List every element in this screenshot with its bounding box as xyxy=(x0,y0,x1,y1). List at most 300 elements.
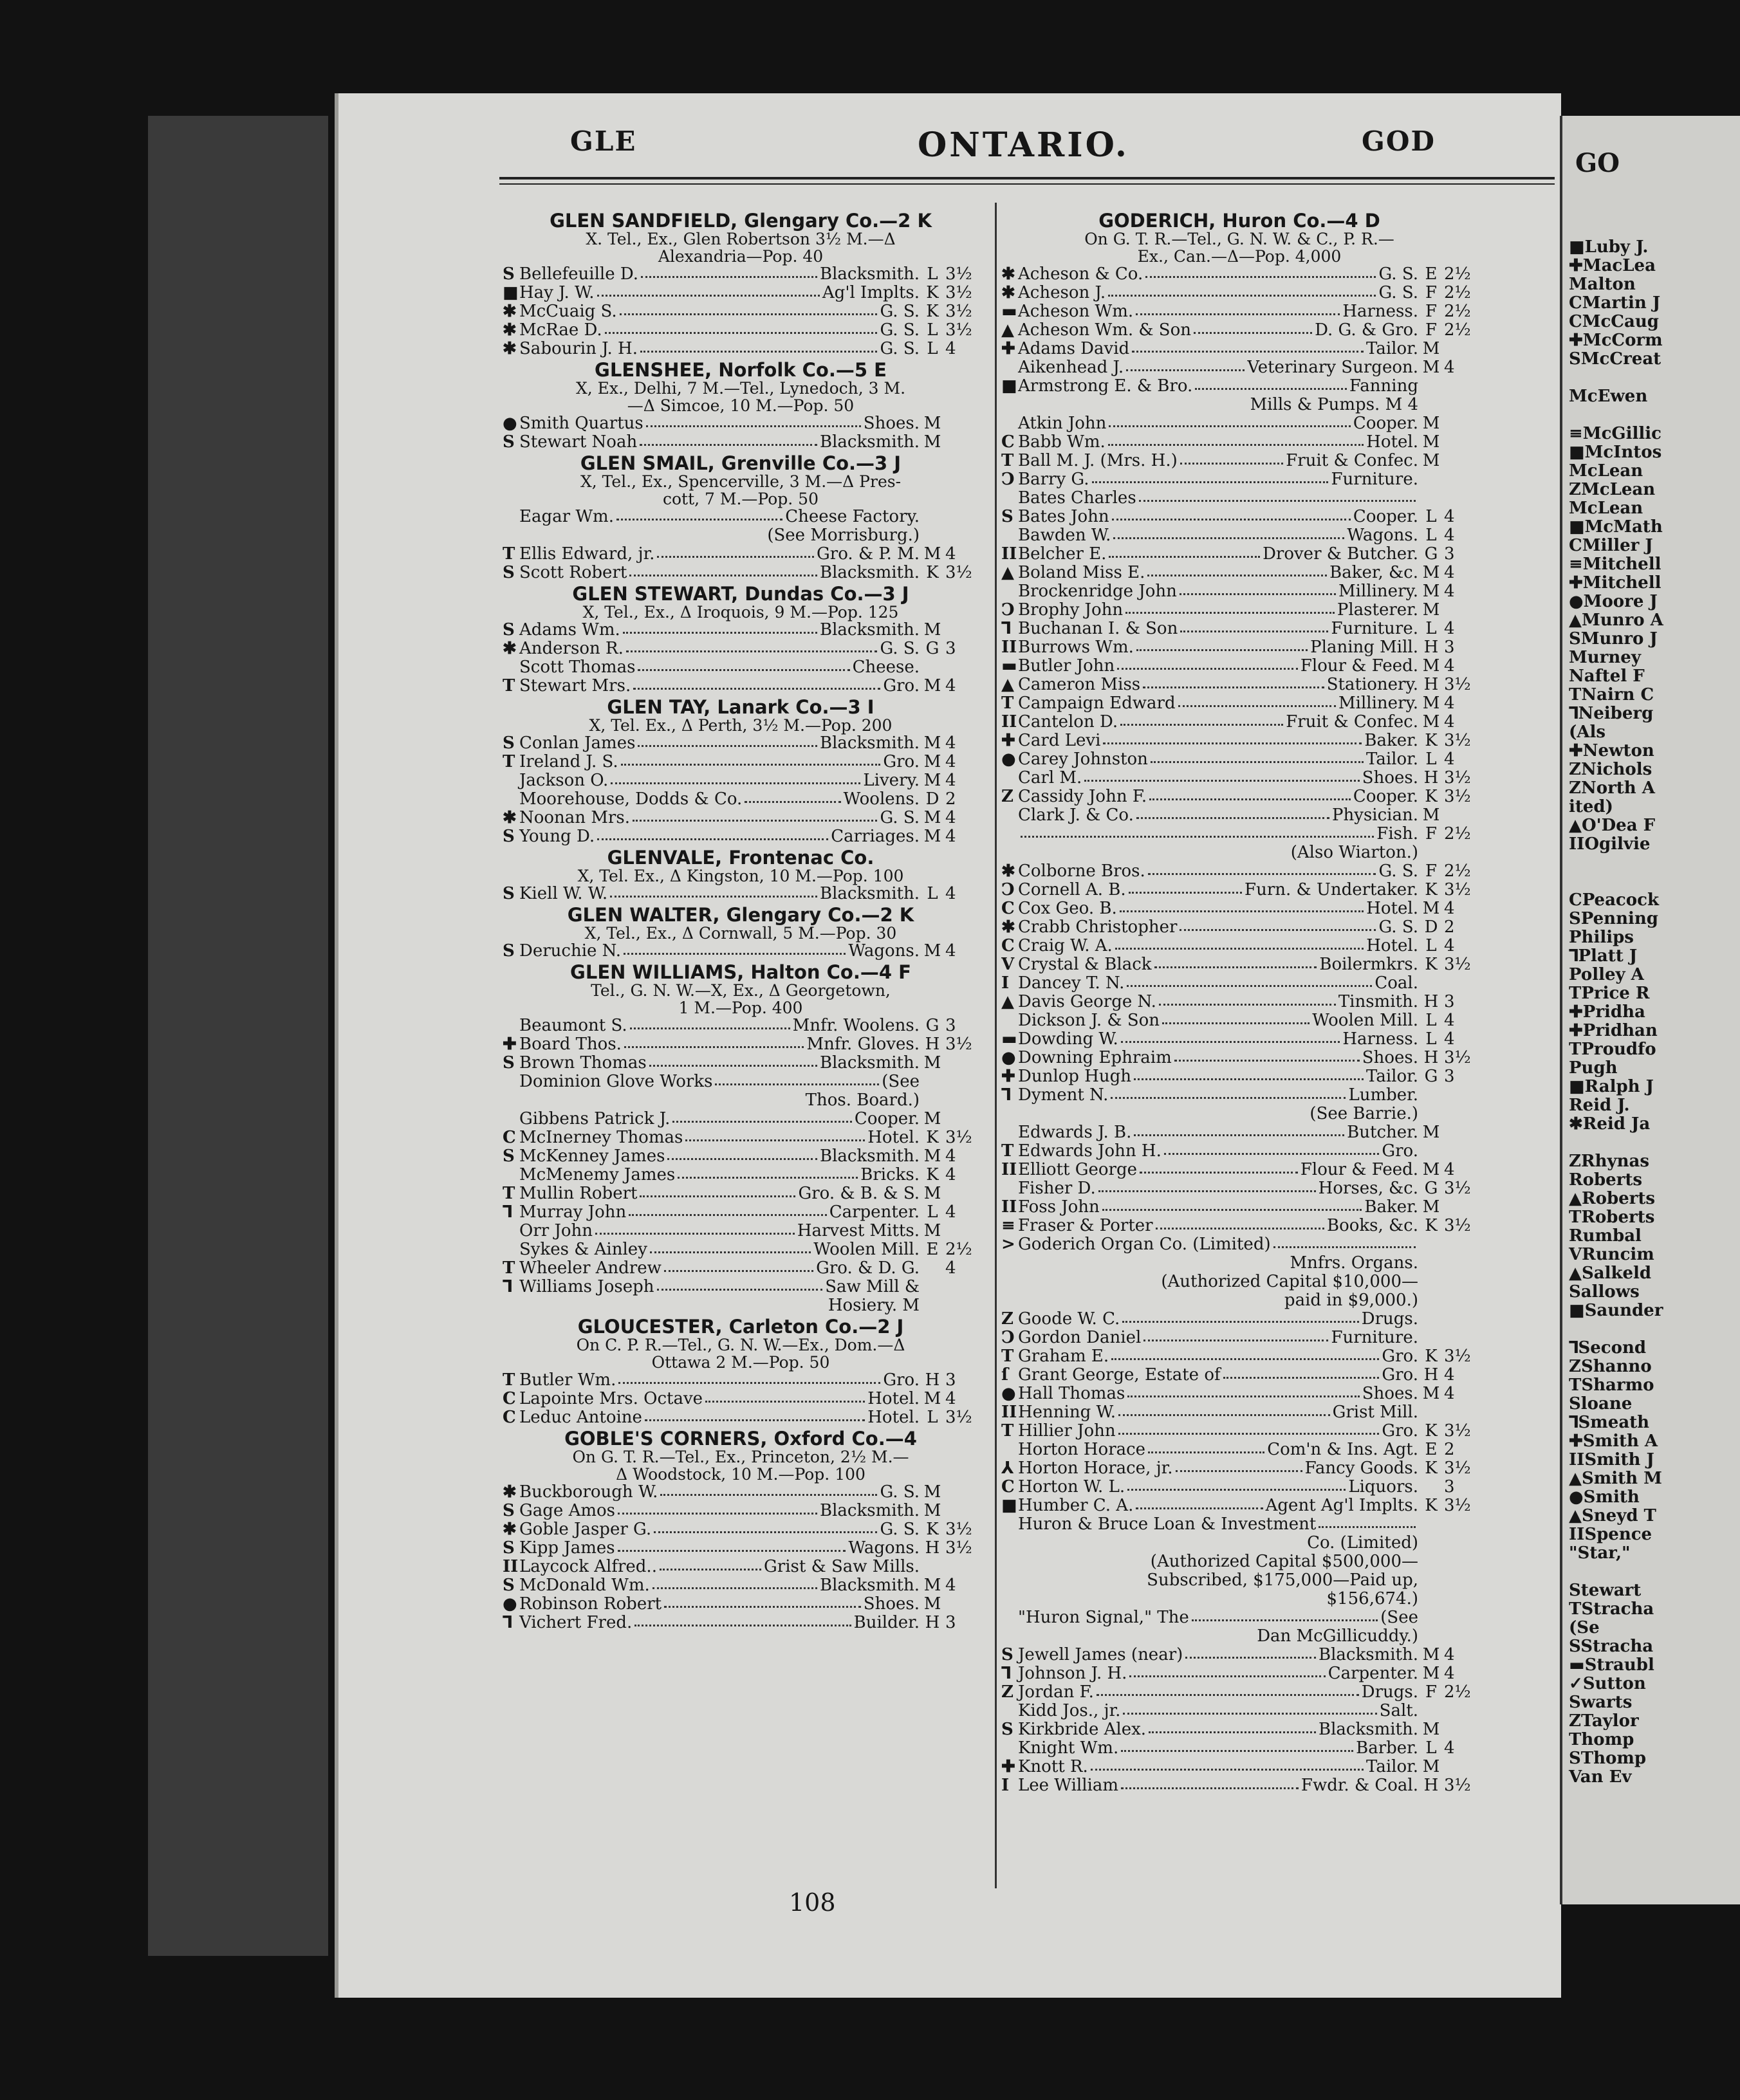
credit-rating: M xyxy=(923,1110,941,1128)
directory-page xyxy=(335,93,1561,1998)
listing-row xyxy=(1001,582,1477,601)
credit-rating xyxy=(1418,470,1444,489)
adjacent-page-line: Stewart xyxy=(1569,1581,1642,1600)
town-description: X, Tel., Ex., Δ Cornwall, 5 M.—Pop. 30 xyxy=(584,924,897,943)
leader-dots xyxy=(678,1166,858,1179)
listing-business: Blacksmith. xyxy=(819,621,920,640)
leader-dots xyxy=(1129,881,1242,894)
trade-symbol: S xyxy=(503,1502,515,1520)
adjacent-page-line: Roberts xyxy=(1569,1170,1643,1190)
adjacent-page-line: Philips xyxy=(1569,928,1634,947)
leader-dots xyxy=(1113,526,1344,539)
listing-business: Gro. xyxy=(883,677,920,695)
trade-symbol: ✱ xyxy=(503,321,517,340)
listing-name: Crabb Christopher xyxy=(1018,918,1178,937)
capital-rating: 4 xyxy=(1444,508,1455,526)
capital-rating: 3½ xyxy=(945,1035,972,1054)
capital-rating: 3½ xyxy=(1444,1459,1471,1478)
leader-dots xyxy=(1140,1161,1298,1174)
trade-symbol xyxy=(503,1222,519,1240)
credit-rating: M xyxy=(1422,1123,1440,1142)
listing-business: Drugs. xyxy=(1361,1683,1418,1702)
trade-symbol: ● xyxy=(503,414,517,433)
capital-rating xyxy=(1444,1720,1477,1739)
credit-rating: M xyxy=(1422,1161,1440,1179)
town-heading: GLENSHEE, Norfolk Co.—5 E xyxy=(595,359,887,381)
capital-rating xyxy=(1444,806,1477,825)
listing-name: Cameron Miss xyxy=(1018,676,1141,694)
leader-dots xyxy=(629,564,817,576)
listing-name: Leduc Antoine xyxy=(519,1408,642,1427)
listing-name: Gibbens Patrick J. xyxy=(519,1110,671,1128)
listing-name: Edwards John H. xyxy=(1018,1142,1162,1161)
listing-row xyxy=(1001,974,1477,993)
trade-symbol: ✱ xyxy=(503,1520,517,1539)
header-rule xyxy=(499,177,1555,180)
credit-rating xyxy=(1418,377,1444,396)
leader-dots xyxy=(595,1222,795,1235)
capital-rating: 3½ xyxy=(1444,676,1471,694)
adjacent-page-line: ✱Reid Ja xyxy=(1569,1114,1651,1134)
listing-name: Dickson J. & Son xyxy=(1018,1011,1160,1030)
capital-rating: 3 xyxy=(945,1017,956,1035)
adjacent-page-line: ■Ralph J xyxy=(1569,1077,1654,1096)
listing-name: Williams Joseph xyxy=(519,1278,654,1296)
running-head-left: GLE xyxy=(570,125,637,157)
leader-dots xyxy=(745,790,840,803)
trade-symbol: II xyxy=(1001,545,1017,564)
leader-dots xyxy=(664,1259,813,1272)
listing-name: Downing Ephraim xyxy=(1018,1049,1172,1067)
listing-row xyxy=(1001,1385,1477,1403)
listing-row xyxy=(503,827,979,846)
credit-rating: H xyxy=(925,1614,940,1632)
leader-dots xyxy=(1111,1347,1379,1360)
listing-business: Wagons. xyxy=(848,942,920,961)
adjacent-page-edge xyxy=(1560,116,1740,1904)
credit-rating: F xyxy=(1425,302,1438,321)
leader-dots xyxy=(630,1017,790,1029)
listing-business: G. S. xyxy=(1378,284,1418,302)
listing-name: Humber C. A. xyxy=(1018,1497,1134,1515)
trade-symbol: ⅂ xyxy=(503,1614,512,1632)
trade-symbol: C xyxy=(1001,433,1015,452)
listing-name: Sykes & Ainley xyxy=(519,1240,647,1259)
credit-rating xyxy=(920,1558,945,1576)
adjacent-page-line: ■McMath xyxy=(1569,517,1663,537)
listing-name: Ball M. J. (Mrs. H.) xyxy=(1018,452,1178,470)
listing-name: Graham E. xyxy=(1018,1347,1109,1366)
credit-rating: K xyxy=(926,1166,939,1184)
listing-name: Anderson R. xyxy=(519,640,624,658)
listing-row xyxy=(1001,1123,1477,1142)
adjacent-page-line: Naftel F xyxy=(1569,667,1645,686)
credit-rating: L xyxy=(1425,1011,1437,1030)
credit-rating: M xyxy=(1422,899,1440,918)
capital-rating: 4 xyxy=(945,771,956,790)
trade-symbol: S xyxy=(1001,1720,1013,1739)
listing-name: Brockenridge John xyxy=(1018,582,1177,601)
leader-dots xyxy=(1223,1366,1380,1379)
listing-row xyxy=(1001,676,1477,694)
listing-business: Tailor. xyxy=(1366,1067,1418,1086)
leader-dots xyxy=(1132,340,1364,353)
listing-row xyxy=(1001,1366,1477,1385)
town-heading: GLEN WILLIAMS, Halton Co.—4 F xyxy=(570,961,911,983)
leader-dots xyxy=(1127,974,1372,987)
listing-business: (See xyxy=(882,1073,920,1091)
trade-symbol: ✚ xyxy=(1001,732,1015,750)
entry-note: (Authorized Capital $500,000— xyxy=(1150,1552,1418,1571)
adjacent-page-line: Rumbal xyxy=(1569,1226,1642,1246)
leader-dots xyxy=(1143,1329,1328,1341)
adjacent-page-line xyxy=(1569,872,1663,891)
trade-symbol: T xyxy=(1001,452,1014,470)
credit-rating: H xyxy=(925,1539,940,1558)
leader-dots xyxy=(1102,1198,1362,1211)
capital-rating: 2 xyxy=(945,790,956,809)
adjacent-page-line: (Als xyxy=(1569,723,1606,742)
listing-name: Acheson J. xyxy=(1018,284,1106,302)
town-description: Ex., Can.—Δ—Pop. 4,000 xyxy=(1137,247,1342,266)
capital-rating: 3 xyxy=(1444,1478,1455,1497)
trade-symbol xyxy=(503,1073,519,1091)
leader-dots xyxy=(641,265,817,278)
capital-rating: 2 xyxy=(1444,918,1455,937)
capital-rating: 3½ xyxy=(1444,1179,1471,1198)
adjacent-page-line: McLean xyxy=(1569,499,1643,518)
adjacent-page-line: ✚McCorm xyxy=(1569,331,1663,350)
listing-business: Gro. xyxy=(1382,1366,1418,1385)
listing-row xyxy=(1001,321,1477,340)
listing-row xyxy=(1001,414,1477,433)
trade-symbol xyxy=(1001,1515,1018,1534)
leader-dots xyxy=(1127,1478,1346,1491)
trade-symbol: ≡ xyxy=(1001,1217,1015,1235)
credit-rating: H xyxy=(1423,993,1439,1011)
listing-name: Bawden W. xyxy=(1018,526,1111,545)
listing-business: Mnfr. Gloves. xyxy=(806,1035,920,1054)
leader-dots xyxy=(1136,638,1308,651)
listing-business: G. S. xyxy=(880,640,920,658)
listing-row xyxy=(1001,1739,1477,1758)
leader-dots xyxy=(1109,545,1260,558)
trade-symbol: S xyxy=(503,265,515,284)
credit-rating xyxy=(1418,1329,1444,1347)
leader-dots xyxy=(623,621,817,634)
trade-symbol: I xyxy=(1001,974,1010,993)
listing-row xyxy=(503,734,979,753)
capital-rating: 2½ xyxy=(1444,825,1471,843)
listing-business: Cooper. xyxy=(1353,788,1418,806)
town-heading: GLENVALE, Frontenac Co. xyxy=(607,847,875,869)
leader-dots xyxy=(1103,732,1362,744)
listing-row xyxy=(503,265,979,284)
leader-dots xyxy=(1091,1758,1364,1771)
credit-rating: K xyxy=(1425,1347,1438,1366)
leader-dots xyxy=(649,1054,817,1067)
listing-business: G. S. xyxy=(1378,918,1418,937)
credit-rating: M xyxy=(1422,1646,1440,1664)
capital-rating xyxy=(945,1278,979,1296)
capital-rating: 4 xyxy=(945,1203,956,1222)
leader-dots xyxy=(1120,899,1364,912)
adjacent-page-line: ⅂Neiberg xyxy=(1569,704,1654,723)
capital-rating: 3 xyxy=(945,1614,956,1632)
town-description: Ottawa 2 M.—Pop. 50 xyxy=(651,1353,830,1372)
adjacent-page-line: Pugh xyxy=(1569,1058,1618,1078)
listing-business: Gro. & B. & S. xyxy=(798,1184,920,1203)
listing-name: Dancey T. N. xyxy=(1018,974,1125,993)
trade-symbol: T xyxy=(503,753,515,771)
adjacent-page-line: ▲Sneyd T xyxy=(1569,1506,1656,1525)
listing-business: Stationery. xyxy=(1326,676,1418,694)
listing-row xyxy=(1001,377,1477,396)
capital-rating: 3½ xyxy=(1444,1347,1471,1366)
credit-rating: M xyxy=(923,827,941,846)
trade-symbol xyxy=(1001,1123,1018,1142)
listing-name: Hillier John xyxy=(1018,1422,1116,1441)
leader-dots xyxy=(1129,1664,1325,1677)
capital-rating: 4 xyxy=(945,1166,956,1184)
capital-rating: 2½ xyxy=(1444,284,1471,302)
listing-name: Stewart Noah xyxy=(519,433,638,452)
capital-rating: 4 xyxy=(945,1390,956,1408)
listing-row xyxy=(503,677,979,695)
listing-name: Clark J. & Co. xyxy=(1018,806,1134,825)
credit-rating: M xyxy=(1422,1664,1440,1683)
trade-symbol: ● xyxy=(1001,1385,1016,1403)
listing-row xyxy=(1001,1478,1477,1497)
credit-rating: H xyxy=(1423,676,1439,694)
adjacent-page-line: ZRhynas xyxy=(1569,1152,1649,1171)
trade-symbol: C xyxy=(1001,937,1015,955)
listing-business: G. S. xyxy=(880,1520,920,1539)
listing-business: Blacksmith. xyxy=(1318,1646,1418,1664)
leader-dots xyxy=(1145,265,1376,278)
listing-business: Harness. xyxy=(1342,1030,1418,1049)
trade-symbol: ✱ xyxy=(1001,265,1015,284)
trade-symbol: T xyxy=(1001,1347,1014,1366)
listing-name: Davis George N. xyxy=(1018,993,1156,1011)
credit-rating: M xyxy=(1422,452,1440,470)
listing-business: Planing Mill. xyxy=(1310,638,1418,657)
credit-rating xyxy=(1418,1702,1444,1720)
town-description: cott, 7 M.—Pop. 50 xyxy=(662,490,819,508)
adjacent-page-line: ited) xyxy=(1569,797,1613,816)
adjacent-page-line: ✚MacLea xyxy=(1569,256,1656,275)
credit-rating xyxy=(920,1073,945,1091)
adjacent-page-line: SMunro J xyxy=(1569,629,1658,649)
capital-rating: 4 xyxy=(1444,1366,1455,1385)
capital-rating xyxy=(1444,1515,1477,1534)
credit-rating: M xyxy=(1422,1720,1440,1739)
listing-row xyxy=(1001,489,1477,508)
capital-rating: 4 xyxy=(945,340,956,358)
town-description: Alexandria—Pop. 40 xyxy=(658,247,824,266)
listing-name: "Huron Signal," The xyxy=(1018,1608,1189,1627)
leader-dots xyxy=(667,1147,817,1160)
listing-name: Jordan F. xyxy=(1018,1683,1094,1702)
trade-symbol xyxy=(1001,806,1018,825)
listing-row xyxy=(1001,769,1477,788)
trade-symbol: S xyxy=(503,433,515,452)
capital-rating xyxy=(1444,1329,1477,1347)
capital-rating xyxy=(945,1184,979,1203)
listing-name: Fraser & Porter xyxy=(1018,1217,1153,1235)
adjacent-page-line: ✚Pridha xyxy=(1569,1002,1645,1022)
listing-row xyxy=(1001,657,1477,676)
page-number: 108 xyxy=(789,1888,836,1917)
credit-rating: K xyxy=(926,302,939,321)
adjacent-page-line: ✚Smith A xyxy=(1569,1432,1658,1451)
credit-rating: H xyxy=(925,1035,940,1054)
listing-name: Acheson & Co. xyxy=(1018,265,1143,284)
listing-business: Baker. xyxy=(1364,1198,1418,1217)
listing-name: Robinson Robert xyxy=(519,1595,662,1614)
trade-symbol: T xyxy=(503,1184,515,1203)
trade-symbol: T xyxy=(503,1259,515,1278)
listing-business: G. S. xyxy=(880,302,920,321)
credit-rating: K xyxy=(926,284,939,302)
listing-name: Kipp James xyxy=(519,1539,615,1558)
listing-name: Moorehouse, Dodds & Co. xyxy=(519,790,743,809)
leader-dots xyxy=(624,942,846,955)
leader-dots xyxy=(1109,414,1351,427)
listing-row xyxy=(1001,1664,1477,1683)
capital-rating xyxy=(945,1222,979,1240)
listing-business: Butcher. xyxy=(1347,1123,1418,1142)
listing-business: Ag'l Implts. xyxy=(822,284,920,302)
leader-dots xyxy=(1151,750,1364,763)
capital-rating: 4 xyxy=(945,827,956,846)
credit-rating: M xyxy=(923,1595,941,1614)
listing-row xyxy=(503,1017,979,1035)
leader-dots xyxy=(1134,1067,1364,1080)
adjacent-page-line: Polley A xyxy=(1569,965,1644,984)
listing-business: Saw Mill & xyxy=(825,1278,920,1296)
adjacent-page-line: Van Ev xyxy=(1569,1767,1632,1787)
listing-row xyxy=(503,284,979,302)
trade-symbol: C xyxy=(503,1128,516,1147)
credit-rating xyxy=(1418,1403,1444,1422)
trade-symbol xyxy=(503,1017,519,1035)
listing-business: Gro. xyxy=(1382,1142,1418,1161)
listing-row xyxy=(1001,526,1477,545)
listing-row xyxy=(1001,1030,1477,1049)
listing-row xyxy=(503,1614,979,1632)
listing-name: Boland Miss E. xyxy=(1018,564,1145,582)
trade-symbol: > xyxy=(1001,1235,1015,1254)
entry-note: paid in $9,000.) xyxy=(1284,1291,1418,1310)
leader-dots xyxy=(1118,1422,1380,1435)
listing-name: Armstrong E. & Bro. xyxy=(1018,377,1193,396)
listing-name: Conlan James xyxy=(519,734,636,753)
listing-name: Adams Wm. xyxy=(519,621,620,640)
trade-symbol: S xyxy=(503,734,515,753)
credit-rating: M xyxy=(923,677,941,695)
listing-business: Furniture. xyxy=(1331,620,1418,638)
capital-rating xyxy=(945,433,979,452)
adjacent-page-line: ■McIntos xyxy=(1569,443,1662,462)
listing-row xyxy=(1001,1049,1477,1067)
trade-symbol: ✱ xyxy=(1001,918,1015,937)
listing-row xyxy=(1001,1683,1477,1702)
listing-row xyxy=(1001,788,1477,806)
listing-name: Wheeler Andrew xyxy=(519,1259,662,1278)
leader-dots xyxy=(1092,470,1329,483)
adjacent-page-line: TRoberts xyxy=(1569,1208,1655,1227)
adjacent-page-line: McLean xyxy=(1569,461,1643,481)
listing-business: Agent Ag'l Implts. xyxy=(1265,1497,1418,1515)
entry-note: $156,674.) xyxy=(1326,1589,1418,1608)
listing-business: Blacksmith. xyxy=(819,265,920,284)
capital-rating: 3½ xyxy=(1444,1497,1471,1515)
trade-symbol: ⅂ xyxy=(1001,1664,1011,1683)
leader-dots xyxy=(634,1614,851,1626)
trade-symbol xyxy=(503,1110,519,1128)
trade-symbol: II xyxy=(1001,1161,1017,1179)
adjacent-page-line: TPrice R xyxy=(1569,984,1650,1003)
trade-symbol: T xyxy=(503,1371,515,1390)
leader-dots xyxy=(1174,1049,1360,1062)
trade-symbol: Ↄ xyxy=(1001,881,1015,899)
credit-rating xyxy=(1418,1086,1444,1105)
listing-business: Gro. & P. M. xyxy=(817,545,920,564)
capital-rating: 4 xyxy=(1444,564,1455,582)
town-heading: GLOUCESTER, Carleton Co.—2 J xyxy=(577,1316,904,1338)
listing-row xyxy=(503,1539,979,1558)
credit-rating xyxy=(920,658,945,677)
listing-name: Carey Johnston xyxy=(1018,750,1148,769)
listing-row xyxy=(503,1520,979,1539)
trade-symbol: ✱ xyxy=(503,809,517,827)
listing-name: Kiell W. W. xyxy=(519,885,608,903)
listing-name: Acheson Wm. & Son xyxy=(1018,321,1192,340)
trade-symbol: ▬ xyxy=(1001,657,1017,676)
listing-row xyxy=(1001,1515,1477,1534)
leader-dots xyxy=(605,321,878,334)
credit-rating: F xyxy=(1425,284,1438,302)
capital-rating xyxy=(1444,377,1477,396)
leader-dots xyxy=(1178,694,1336,707)
listing-row xyxy=(503,1073,979,1091)
listing-row xyxy=(503,1502,979,1520)
capital-rating xyxy=(945,1483,979,1502)
listing-row xyxy=(1001,265,1477,284)
entry-note: Co. (Limited) xyxy=(1307,1533,1418,1552)
entry-note: Subscribed, $175,000—Paid up, xyxy=(1147,1570,1418,1590)
capital-rating: 3½ xyxy=(1444,1422,1471,1441)
listing-name: Eagar Wm. xyxy=(519,508,614,526)
listing-row xyxy=(503,508,979,526)
listing-name: Babb Wm. xyxy=(1018,433,1106,452)
leader-dots xyxy=(1136,1497,1263,1509)
trade-symbol: ⅂ xyxy=(1001,1086,1011,1105)
credit-rating: M xyxy=(1422,564,1440,582)
leader-dots xyxy=(618,1502,817,1515)
listing-business: Builder. xyxy=(853,1614,920,1632)
listing-name: Dominion Glove Works xyxy=(519,1073,713,1091)
adjacent-page-line: ≡Mitchell xyxy=(1569,555,1661,574)
trade-symbol: II xyxy=(1001,713,1017,732)
listing-business: G. S. xyxy=(880,321,920,340)
listing-business: Veterinary Surgeon. xyxy=(1247,358,1418,377)
town-heading: GLEN TAY, Lanark Co.—3 I xyxy=(607,696,875,718)
listing-name: Butler John xyxy=(1018,657,1115,676)
listing-name: McKenney James xyxy=(519,1147,665,1166)
credit-rating: M xyxy=(1422,1385,1440,1403)
